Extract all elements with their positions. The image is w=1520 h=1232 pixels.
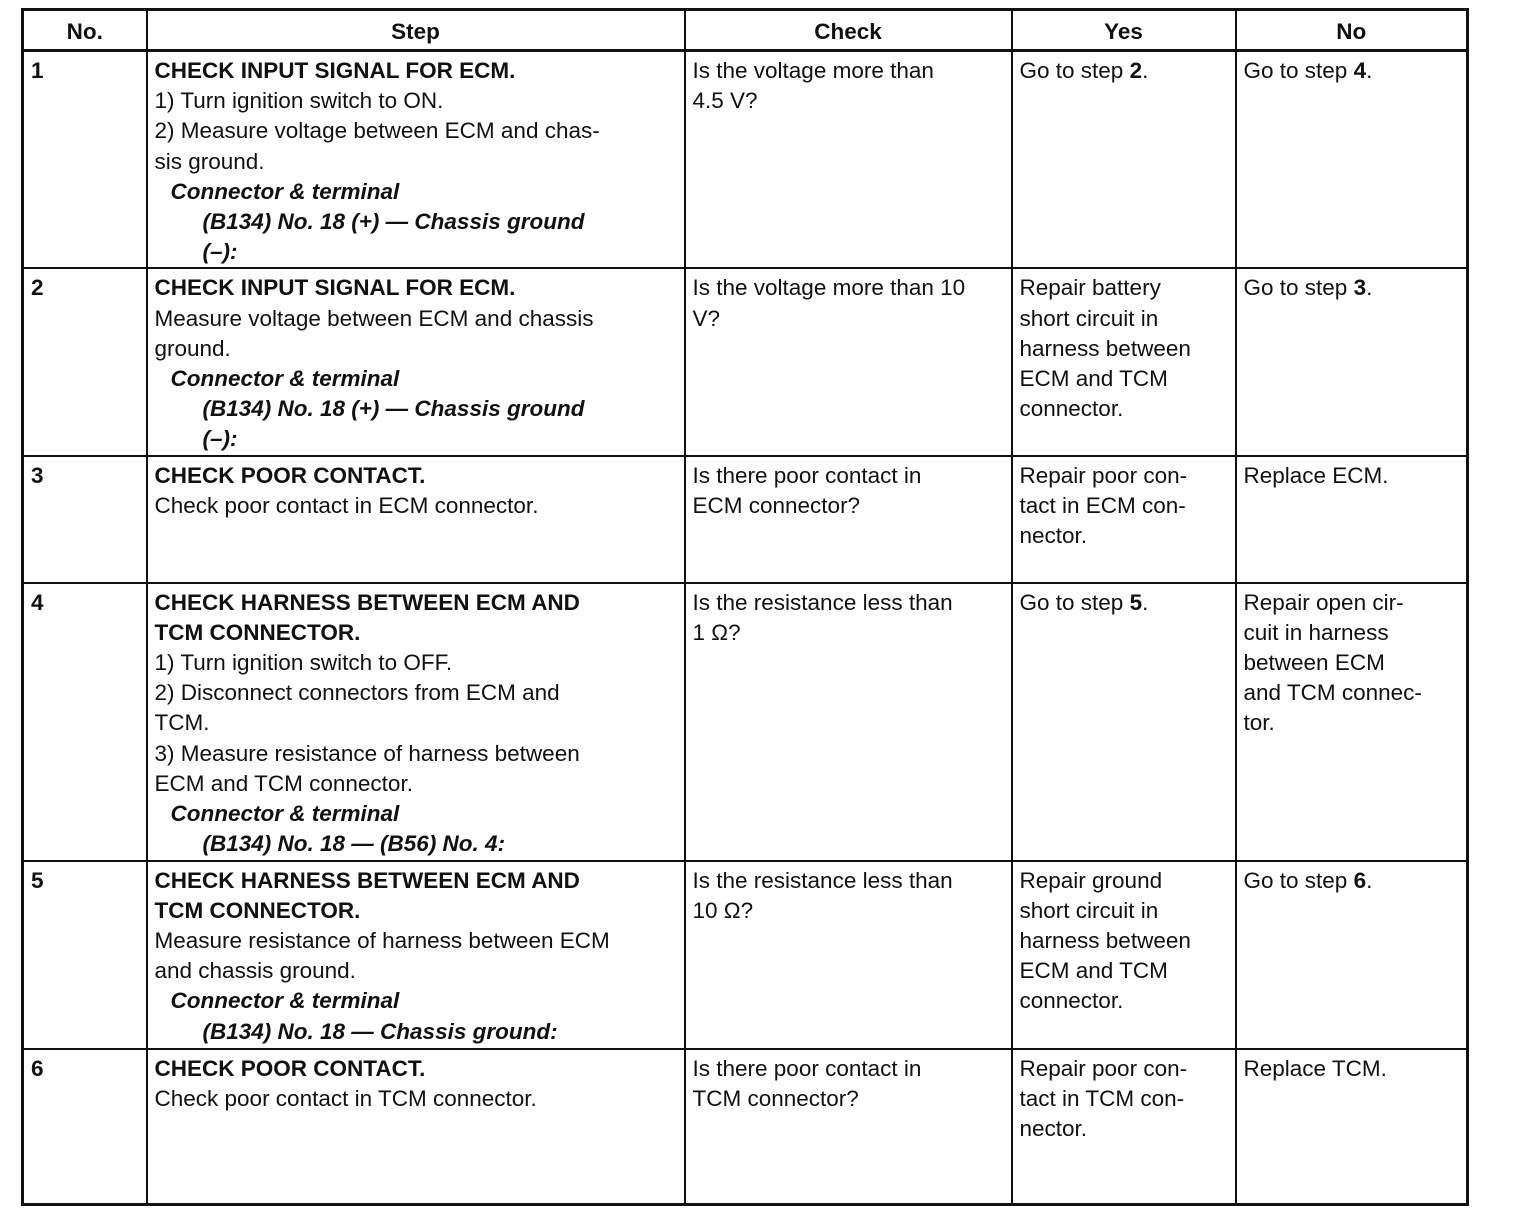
connector-label: Connector & terminal (170, 801, 400, 827)
check-cell: Is there poor contact in ECM connector? (685, 456, 1012, 583)
step-instruction: 2) Measure voltage between ECM and chas- sis ground. (154, 118, 600, 174)
step-instruction: Measure resistance of harness between ECM and chassis ground. (154, 928, 610, 984)
header-no-action: No (1236, 10, 1468, 51)
table-row (23, 1049, 1468, 1205)
check-cell: Is there poor contact in TCM connector? (685, 1049, 1012, 1205)
step-reference: 2 (1129, 58, 1143, 83)
header-no: No. (23, 10, 147, 51)
step-reference-suffix: . (1366, 275, 1373, 301)
step-reference: 4 (1353, 58, 1367, 83)
step-reference-suffix: . (1366, 867, 1373, 893)
header-row (23, 10, 1468, 51)
step-cell (147, 861, 685, 1049)
step-cell (147, 51, 685, 269)
step-instruction: 2) Disconnect connectors from ECM and TCM. (154, 680, 560, 736)
yes-text: Repair poor con- tact in ECM con- nector. (1019, 462, 1188, 549)
table-row (23, 456, 1468, 583)
yes-text: Repair battery short circuit in harness between ECM and TCM connector. (1019, 275, 1191, 422)
check-cell: Is the resistance less than 10 Ω? (685, 861, 1012, 1049)
header-step: Step (147, 10, 685, 51)
yes-text: Repair ground short circuit in harness between ECM and TCM connector. (1019, 867, 1191, 1014)
yes-cell (1012, 456, 1236, 583)
connector-label: Connector & terminal (170, 178, 400, 204)
step-reference: 5 (1129, 589, 1143, 615)
yes-cell (1012, 583, 1236, 861)
step-cell (147, 456, 685, 583)
yes-text: Go to step (1019, 589, 1130, 615)
no-text: Repair open cir- cuit in harness between ECM and TCM connec- tor. (1243, 589, 1422, 736)
step-number: 6 (23, 1049, 147, 1205)
step-instruction: Measure voltage between ECM and chassis ground. (154, 305, 594, 361)
no-text: Go to step (1243, 867, 1354, 893)
header-check: Check (685, 10, 1012, 51)
step-instruction: Check poor contact in TCM connector. (154, 1085, 537, 1111)
table-row (23, 268, 1468, 455)
table-row (23, 583, 1468, 861)
step-instruction: 1) Turn ignition switch to OFF. (154, 650, 453, 676)
step-title: CHECK INPUT SIGNAL FOR ECM. (154, 58, 516, 83)
yes-cell (1012, 268, 1236, 455)
step-number: 3 (23, 456, 147, 583)
step-title: CHECK HARNESS BETWEEN ECM AND TCM CONNECTOR. (154, 867, 580, 923)
connector-label: Connector & terminal (170, 366, 400, 392)
yes-cell (1012, 51, 1236, 269)
no-cell (1236, 583, 1468, 861)
step-number: 2 (23, 268, 147, 455)
connector-label: Connector & terminal (170, 988, 400, 1014)
table-row (23, 861, 1468, 1049)
step-instruction: 1) Turn ignition switch to ON. (154, 88, 444, 114)
step-reference: 3 (1353, 275, 1367, 301)
check-cell: Is the voltage more than 4.5 V? (685, 51, 1012, 269)
step-title: CHECK INPUT SIGNAL FOR ECM. (154, 275, 516, 301)
step-reference-suffix: . (1142, 589, 1149, 615)
no-text: Replace TCM. (1243, 1055, 1387, 1081)
diagnostic-table (21, 8, 1469, 1206)
no-text: Go to step (1243, 275, 1354, 301)
no-cell (1236, 456, 1468, 583)
no-text: Go to step (1243, 58, 1354, 83)
step-cell (147, 268, 685, 455)
no-cell (1236, 1049, 1468, 1205)
yes-text: Repair poor con- tact in TCM con- nector. (1019, 1055, 1188, 1142)
step-cell (147, 1049, 685, 1205)
no-text: Replace ECM. (1243, 462, 1389, 488)
no-cell (1236, 268, 1468, 455)
connector-terminal: (B134) No. 18 — Chassis ground: (202, 1018, 558, 1044)
step-reference-suffix: . (1366, 58, 1373, 83)
check-cell: Is the resistance less than 1 Ω? (685, 583, 1012, 861)
no-cell (1236, 51, 1468, 269)
connector-terminal: (B134) No. 18 (+) — Chassis ground (–): (202, 396, 585, 452)
step-title: CHECK HARNESS BETWEEN ECM AND TCM CONNECTOR. (154, 589, 580, 645)
connector-terminal: (B134) No. 18 (+) — Chassis ground (–): (202, 209, 585, 265)
yes-cell (1012, 861, 1236, 1049)
step-number: 1 (23, 51, 147, 269)
check-cell: Is the voltage more than 10 V? (685, 268, 1012, 455)
table-body (23, 51, 1468, 1205)
header-yes: Yes (1012, 10, 1236, 51)
no-cell (1236, 861, 1468, 1049)
step-number: 5 (23, 861, 147, 1049)
step-cell (147, 583, 685, 861)
connector-terminal: (B134) No. 18 — (B56) No. 4: (202, 831, 506, 857)
yes-text: Go to step (1019, 58, 1130, 83)
yes-cell (1012, 1049, 1236, 1205)
step-number: 4 (23, 583, 147, 861)
step-title: CHECK POOR CONTACT. (154, 1055, 426, 1081)
step-reference-suffix: . (1142, 58, 1149, 83)
step-reference: 6 (1353, 867, 1367, 893)
step-instruction: 3) Measure resistance of harness between ECM and TCM connector. (154, 740, 580, 796)
step-instruction: Check poor contact in ECM connector. (154, 492, 539, 518)
step-title: CHECK POOR CONTACT. (154, 462, 426, 488)
table-row (23, 51, 1468, 269)
